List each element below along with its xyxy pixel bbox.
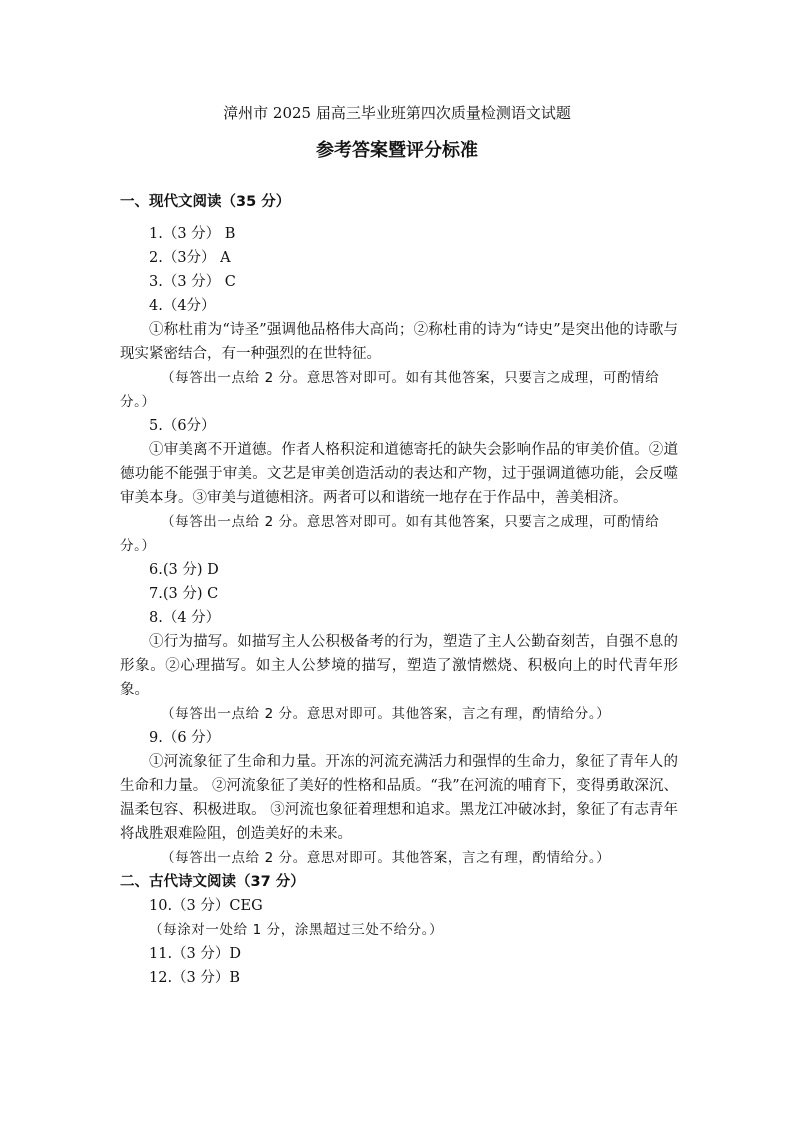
scoring-note-q9: （每答出一点给 2 分。意思对即可。其他答案，言之有理，酌情给分。）: [161, 850, 611, 866]
answer-q3: 3.（3 分） C: [149, 274, 236, 290]
section-heading-classical-reading: 二、古代诗文阅读（37 分）: [120, 874, 305, 890]
document-title: 漳州市 2025 届高三毕业班第四次质量检测语文试题: [223, 104, 571, 122]
answer-q6: 6.(3 分) D: [149, 562, 219, 578]
answer-q2: 2.（3分） A: [149, 250, 231, 266]
answer-q9: 9.（6 分）: [149, 730, 221, 746]
scoring-note-q8: （每答出一点给 2 分。意思对即可。其他答案，言之有理，酌情给分。）: [161, 706, 611, 722]
answer-q5: 5.（6分）: [149, 418, 216, 434]
scoring-note-q5: （每答出一点给 2 分。意思答对即可。如有其他答案，只要言之成理，可酌情给分。）: [120, 514, 660, 554]
document-subtitle: 参考答案暨评分标准: [316, 140, 478, 161]
answer-q1: 1.（3 分） B: [149, 226, 236, 242]
answer-q8: 8.（4 分）: [149, 610, 221, 626]
answer-content: [120, 190, 678, 990]
answer-q4-detail: ①称杜甫为“诗圣”强调他品格伟大高尚；②称杜甫的诗为“诗史”是突出他的诗歌与现实紧密结合，有一种强烈的在世特征。: [120, 322, 678, 362]
answer-q5-detail: ①审美离不开道德。作者人格积淀和道德寄托的缺失会影响作品的审美价值。②道德功能不能强于审美。文艺是审美创造活动的表达和产物，过于强调道德功能，会反噬审美本身。③审美与道德相济。两者可以和谐统一地存在于作品中，善美相济。: [120, 442, 678, 506]
answer-q8-detail: ①行为描写。如描写主人公积极备考的行为，塑造了主人公勤奋刻苦，自强不息的形象。②心理描写。如主人公梦境的描写，塑造了激情燃烧、积极向上的时代青年形象。: [120, 634, 678, 698]
answer-q12: 12.（3 分）B: [149, 970, 241, 986]
answer-q9-detail: ①河流象征了生命和力量。开冻的河流充满活力和强悍的生命力，象征了青年人的生命和力量。 ②河流象征了美好的性格和品质。“我”在河流的哺育下，变得勇敢深沉、温柔包容、积极进取。 ③河流也象征着理想和追求。黑龙江冲破冰封，象征了有志青年将战胜艰难险阻，创造美好的未来。: [120, 754, 678, 842]
section-heading-modern-reading: 一、现代文阅读（35 分）: [120, 194, 291, 210]
scoring-note-q10: （每涂对一处给 1 分，涂黑超过三处不给分。）: [149, 922, 444, 938]
scoring-note-q4: （每答出一点给 2 分。意思答对即可。如有其他答案，只要言之成理，可酌情给分。）: [120, 370, 660, 410]
answer-q10: 10.（3 分）CEG: [149, 898, 263, 914]
answer-q7: 7.(3 分) C: [149, 586, 219, 602]
answer-q4: 4.（4分）: [149, 298, 216, 314]
answer-q11: 11.（3 分）D: [149, 946, 242, 962]
